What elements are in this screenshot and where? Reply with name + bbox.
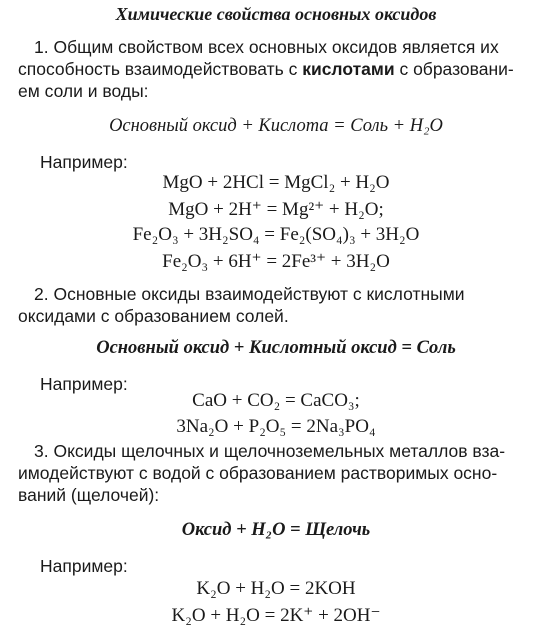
equation-2-1: CaO + CO₂ = CaCO₃;: [192, 390, 360, 411]
page-title: Химические свойства основных оксидов: [115, 4, 437, 24]
keyword-acids: кислотами: [302, 59, 395, 79]
equation-2-2: 3Na₂O + P₂O₅ = 2Na₃PO₄: [176, 416, 376, 437]
equation-1-2: MgO + 2H⁺ = Mg²⁺ + H₂O;: [168, 199, 384, 220]
equation-1-3: Fe₂O₃ + 3H₂SO₄ = Fe₂(SO₄)₃ + 3H₂O: [132, 224, 420, 245]
section-2-scheme: Основный оксид + Кислотный оксид = Соль: [96, 338, 456, 358]
section-2-line-2: оксидами с образованием солей.: [18, 306, 289, 326]
equation-3-2: K₂O + H₂O = 2K⁺ + 2OH⁻: [171, 605, 381, 626]
section-3-line-3: ваний (щелочей):: [18, 485, 160, 505]
section-2-text: [18, 283, 538, 327]
section-1-example-label: Например:: [40, 152, 128, 172]
equation-3-1: K₂O + H₂O = 2KOH: [196, 578, 356, 599]
section-1-line-2-pre: способность взаимодействовать с: [18, 59, 303, 79]
section-2-example-label: Например:: [40, 374, 128, 394]
section-1-line-2: [18, 58, 538, 80]
section-1-line-3: ем соли и воды:: [18, 81, 149, 101]
section-2-line-1: 2. Основные оксиды взаимодействуют с кислотными: [34, 284, 465, 304]
equation-1-1: MgO + 2HCl = MgCl₂ + H₂O: [162, 172, 390, 193]
section-3-text: [18, 440, 538, 506]
equation-1-4: Fe₂O₃ + 6H⁺ = 2Fe³⁺ + 3H₂O: [162, 251, 390, 272]
section-1-line-2-post: с образовани-: [394, 59, 514, 79]
section-3-example-label: Например:: [40, 556, 128, 576]
section-3-line-1: 3. Оксиды щелочных и щелочноземельных металлов вза-: [34, 441, 506, 461]
section-1-scheme: Основный оксид + Кислота = Соль + H₂O: [109, 116, 443, 136]
section-3-scheme: Оксид + H₂O = Щелочь: [181, 520, 371, 540]
section-1-line-1: 1. Общим свойством всех основных оксидов является их: [34, 37, 499, 57]
section-1-text: [18, 36, 538, 102]
section-3-line-2: имодействуют с водой с образованием растворимых осно-: [18, 463, 498, 483]
